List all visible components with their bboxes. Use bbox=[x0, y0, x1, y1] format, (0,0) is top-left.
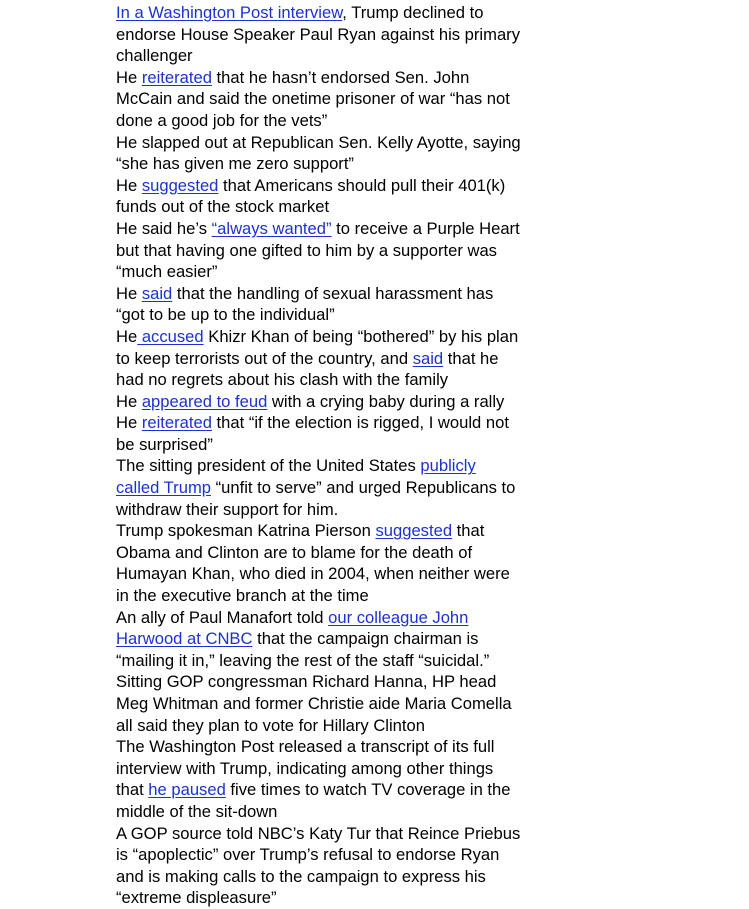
text-line bbox=[116, 520, 556, 542]
text-line bbox=[116, 650, 556, 672]
text-segment: to keep terrorists out of the country, and bbox=[116, 348, 413, 368]
text-segment: five times to watch TV coverage in the bbox=[225, 780, 511, 800]
text-segment: funds out of the stock market bbox=[116, 197, 330, 217]
article-link[interactable]: Harwood at CNBC bbox=[116, 629, 253, 649]
text-line bbox=[116, 132, 556, 154]
text-segment: The Washington Post released a transcript of its full bbox=[116, 737, 495, 757]
text-line bbox=[116, 261, 556, 283]
text-segment: that the handling of sexual harassment has bbox=[172, 283, 494, 303]
text-line bbox=[116, 153, 556, 175]
text-line bbox=[116, 866, 556, 888]
article-link[interactable]: our colleague John bbox=[328, 607, 469, 627]
text-line bbox=[116, 175, 556, 197]
text-segment: He bbox=[116, 326, 138, 346]
text-segment: He slapped out at Republican Sen. Kelly Ayotte, saying bbox=[116, 132, 521, 152]
text-segment: endorse House Speaker Paul Ryan against his primary bbox=[116, 24, 520, 44]
text-line bbox=[116, 455, 556, 477]
article-link[interactable]: suggested bbox=[141, 175, 219, 195]
text-line bbox=[116, 758, 556, 780]
text-line bbox=[116, 45, 556, 67]
article-link[interactable]: accused bbox=[137, 326, 204, 346]
text-segment: He bbox=[116, 67, 142, 87]
text-segment: McCain and said the onetime prisoner of war “has not bbox=[116, 89, 510, 109]
text-segment: He bbox=[116, 391, 142, 411]
text-line bbox=[116, 326, 556, 348]
text-line bbox=[116, 240, 556, 262]
text-line bbox=[116, 196, 556, 218]
text-segment: all said they plan to vote for Hillary Clinton bbox=[116, 715, 425, 735]
text-segment: that bbox=[116, 780, 149, 800]
text-segment: challenger bbox=[116, 46, 193, 66]
text-line bbox=[116, 823, 556, 845]
text-line bbox=[116, 218, 556, 240]
article-link[interactable]: said bbox=[412, 348, 444, 368]
article-link[interactable]: In a Washington Post interview bbox=[116, 3, 343, 22]
text-segment: to receive a Purple Heart bbox=[331, 218, 520, 238]
text-segment: that “if the election is rigged, I would not bbox=[211, 413, 509, 433]
text-segment: He said he’s bbox=[116, 218, 212, 238]
text-segment: , Trump declined to bbox=[342, 3, 484, 22]
text-segment: that bbox=[452, 521, 485, 541]
article-link[interactable]: he paused bbox=[148, 780, 226, 800]
text-segment: Khizr Khan of being “bothered” by his plan bbox=[203, 326, 519, 346]
text-line bbox=[116, 628, 556, 650]
text-line bbox=[116, 304, 556, 326]
text-line bbox=[116, 563, 556, 585]
text-segment: He bbox=[116, 413, 142, 433]
text-segment: interview with Trump, indicating among other things bbox=[116, 758, 494, 778]
text-line bbox=[116, 88, 556, 110]
text-line bbox=[116, 801, 556, 823]
text-line bbox=[116, 499, 556, 521]
text-segment: An ally of Paul Manafort told bbox=[116, 607, 329, 627]
text-line bbox=[116, 434, 556, 456]
text-line bbox=[116, 585, 556, 607]
document-body bbox=[116, 2, 556, 909]
article-link[interactable]: “always wanted” bbox=[211, 218, 332, 238]
text-segment: Meg Whitman and former Christie aide Maria Comella bbox=[116, 694, 512, 713]
text-segment: with a crying baby during a rally bbox=[267, 391, 505, 411]
text-line bbox=[116, 779, 556, 801]
text-line bbox=[116, 412, 556, 434]
text-line bbox=[116, 542, 556, 564]
text-segment: had no regrets about his clash with the family bbox=[116, 370, 449, 390]
text-segment: “got to be up to the individual” bbox=[116, 305, 335, 325]
text-segment: Sitting GOP congressman Richard Hanna, HP head bbox=[116, 672, 497, 692]
text-line bbox=[116, 110, 556, 132]
text-segment: and is making calls to the campaign to express his bbox=[116, 866, 486, 886]
text-segment: Trump spokesman Katrina Pierson bbox=[116, 521, 376, 541]
article-link[interactable]: publicly bbox=[420, 456, 476, 476]
text-line bbox=[116, 477, 556, 499]
text-line bbox=[116, 24, 556, 46]
text-segment: that he hasn’t endorsed Sen. John bbox=[211, 67, 470, 87]
text-line bbox=[116, 607, 556, 629]
text-segment: withdraw their support for him. bbox=[116, 499, 339, 519]
text-segment: be surprised” bbox=[116, 434, 213, 454]
text-segment: The sitting president of the United States bbox=[116, 456, 421, 476]
text-line bbox=[116, 283, 556, 305]
text-segment: that the campaign chairman is bbox=[252, 629, 479, 649]
text-segment: “she has given me zero support” bbox=[116, 154, 354, 174]
text-line bbox=[116, 2, 556, 24]
article-link[interactable]: called Trump bbox=[116, 478, 211, 498]
text-segment: Humayan Khan, who died in 2004, when neither were bbox=[116, 564, 510, 584]
text-segment: that he bbox=[443, 348, 499, 368]
article-link[interactable]: suggested bbox=[375, 521, 453, 541]
text-line bbox=[116, 715, 556, 737]
text-line bbox=[116, 887, 556, 909]
text-segment: middle of the sit-down bbox=[116, 801, 278, 821]
text-segment: that Americans should pull their 401(k) bbox=[218, 175, 506, 195]
text-segment: A GOP source told NBC’s Katy Tur that Reince Priebus bbox=[116, 823, 521, 843]
text-line bbox=[116, 369, 556, 391]
text-line bbox=[116, 693, 556, 715]
article-link[interactable]: appeared to feud bbox=[141, 391, 268, 411]
text-line bbox=[116, 844, 556, 866]
text-segment: “much easier” bbox=[116, 262, 218, 282]
text-segment: “unfit to serve” and urged Republicans to bbox=[211, 478, 516, 498]
text-line bbox=[116, 67, 556, 89]
text-line bbox=[116, 348, 556, 370]
article-link[interactable]: said bbox=[141, 283, 173, 303]
text-segment: is “apoplectic” over Trump’s refusal to endorse Ryan bbox=[116, 845, 500, 865]
text-segment: “extreme displeasure” bbox=[116, 888, 277, 908]
text-segment: done a good job for the vets” bbox=[116, 110, 328, 130]
text-segment: Obama and Clinton are to blame for the death of bbox=[116, 542, 473, 562]
article-link[interactable]: reiterated bbox=[141, 67, 212, 87]
text-segment: “mailing it in,” leaving the rest of the staff “suicidal.” bbox=[116, 650, 490, 670]
text-line bbox=[116, 736, 556, 758]
article-link[interactable]: reiterated bbox=[141, 413, 212, 433]
text-line bbox=[116, 671, 556, 693]
text-line bbox=[116, 391, 556, 413]
text-segment: He bbox=[116, 283, 142, 303]
text-segment: in the executive branch at the time bbox=[116, 586, 369, 606]
text-segment: but that having one gifted to him by a supporter was bbox=[116, 240, 497, 260]
text-segment: He bbox=[116, 175, 142, 195]
